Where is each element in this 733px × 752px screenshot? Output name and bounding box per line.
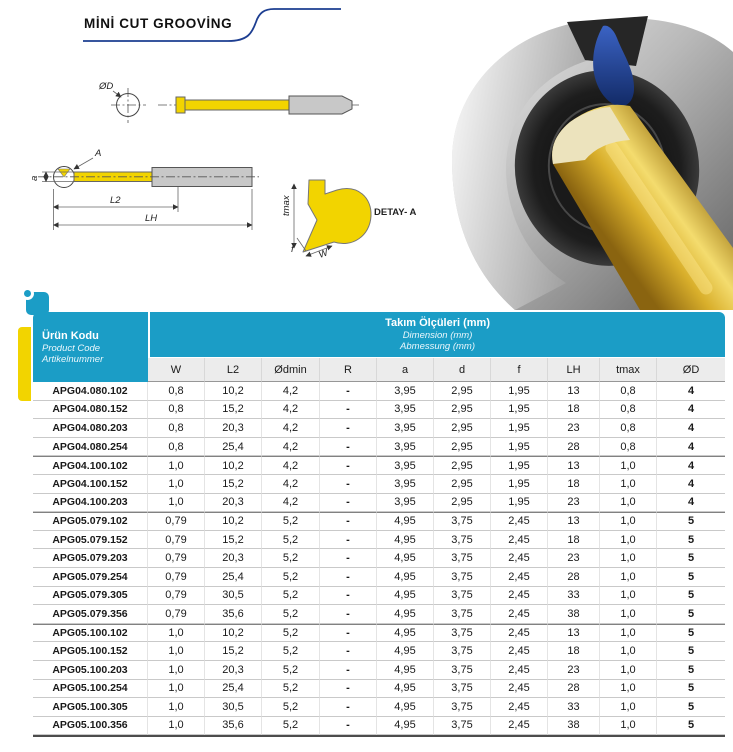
value-cell: 18 [548,531,600,550]
value-cell: 4,2 [262,475,320,494]
l2-label: L2 [110,195,121,206]
value-cell: 4,2 [262,456,320,475]
lh-label: LH [145,213,158,224]
value-cell: 4 [657,438,725,457]
column-header: Ødmin [262,358,320,382]
value-cell: 2,45 [491,642,548,661]
product-code-cell: APG04.080.203 [33,419,148,438]
value-cell: 4,95 [377,680,434,699]
value-cell: 0,8 [148,382,205,401]
yellow-page-tab [18,327,31,401]
product-code-cell: APG05.100.356 [33,717,148,736]
value-cell: - [320,624,377,643]
value-cell: 4,95 [377,624,434,643]
value-cell: 2,95 [434,401,491,420]
value-cell: 5 [657,624,725,643]
value-cell: - [320,531,377,550]
value-cell: 2,95 [434,438,491,457]
value-cell: 18 [548,401,600,420]
value-cell: 10,2 [205,382,262,401]
value-cell: - [320,587,377,606]
value-cell: 5,2 [262,549,320,568]
product-code-cell: APG05.100.152 [33,642,148,661]
product-code-cell: APG05.079.152 [33,531,148,550]
value-cell: 2,45 [491,512,548,531]
product-code-cell: APG05.100.254 [33,680,148,699]
front-side-view-drawing [98,81,360,123]
value-cell: 25,4 [205,438,262,457]
value-cell: 0,79 [148,549,205,568]
value-cell: 2,95 [434,494,491,513]
value-cell: 3,95 [377,494,434,513]
value-cell: 3,95 [377,382,434,401]
column-header: ØD [657,358,725,382]
column-header: R [320,358,377,382]
table-row [33,661,725,680]
value-cell: 0,8 [600,419,657,438]
dimensioned-side-view-drawing [29,148,259,230]
tmax-label: tmax [281,195,292,216]
value-cell: 0,8 [600,438,657,457]
value-cell: 1,0 [600,680,657,699]
value-cell: 3,95 [377,419,434,438]
value-cell: 20,3 [205,419,262,438]
value-cell: 3,75 [434,624,491,643]
value-cell: 1,0 [600,512,657,531]
table-row [33,568,725,587]
value-cell: 5,2 [262,568,320,587]
value-cell: 2,45 [491,568,548,587]
value-cell: 1,0 [148,456,205,475]
product-code-cell: APG05.079.356 [33,605,148,624]
table-row [33,512,725,531]
value-cell: 0,8 [148,438,205,457]
table-row [33,382,725,401]
value-cell: 1,0 [600,717,657,736]
detail-ref-label: A [95,148,102,159]
value-cell: 1,0 [600,475,657,494]
technical-drawings [0,0,733,310]
value-cell: 4 [657,475,725,494]
value-cell: 1,0 [148,642,205,661]
value-cell: - [320,568,377,587]
value-cell: - [320,419,377,438]
value-cell: - [320,680,377,699]
value-cell: 5 [657,587,725,606]
value-cell: 0,8 [600,401,657,420]
value-cell: 15,2 [205,642,262,661]
value-cell: 4,2 [262,438,320,457]
column-header: a [377,358,434,382]
value-cell: 1,0 [600,456,657,475]
value-cell: 4 [657,494,725,513]
value-cell: 3,75 [434,512,491,531]
value-cell: 2,45 [491,698,548,717]
od-label: ØD [99,81,114,92]
value-cell: 33 [548,698,600,717]
value-cell: 3,75 [434,587,491,606]
table-row [33,698,725,717]
product-code-header-de: Artikelnummer [42,353,104,365]
value-cell: 0,8 [148,401,205,420]
value-cell: 1,0 [148,698,205,717]
value-cell: 0,79 [148,512,205,531]
value-cell: 1,95 [491,382,548,401]
value-cell: 0,8 [600,382,657,401]
table-row [33,624,725,643]
value-cell: 13 [548,624,600,643]
dimensions-header-tr: Takım Ölçüleri (mm) [385,317,490,329]
value-cell: 2,45 [491,587,548,606]
value-cell: 23 [548,419,600,438]
value-cell: 15,2 [205,475,262,494]
value-cell: 1,0 [600,568,657,587]
value-cell: 4 [657,401,725,420]
value-cell: - [320,438,377,457]
value-cell: 23 [548,549,600,568]
table-row [33,438,725,457]
value-cell: - [320,401,377,420]
value-cell: 4,95 [377,698,434,717]
table-row [33,642,725,661]
value-cell: 5 [657,698,725,717]
value-cell: 4,2 [262,401,320,420]
dimensions-header-de: Abmessung (mm) [400,341,476,352]
value-cell: 20,3 [205,494,262,513]
value-cell: 28 [548,438,600,457]
product-code-cell: APG04.100.203 [33,494,148,513]
value-cell: 5 [657,549,725,568]
value-cell: 25,4 [205,680,262,699]
value-cell: 20,3 [205,549,262,568]
value-cell: - [320,382,377,401]
value-cell: 3,95 [377,438,434,457]
value-cell: 13 [548,512,600,531]
column-header: LH [548,358,600,382]
value-cell: 3,75 [434,661,491,680]
value-cell: 1,0 [148,717,205,736]
value-cell: 38 [548,605,600,624]
value-cell: 4,95 [377,531,434,550]
value-cell: 23 [548,661,600,680]
dimensions-header [148,312,725,358]
value-cell: 13 [548,456,600,475]
value-cell: 3,75 [434,698,491,717]
value-cell: 5,2 [262,680,320,699]
value-cell: 15,2 [205,401,262,420]
value-cell: 3,75 [434,549,491,568]
value-cell: 4,2 [262,419,320,438]
value-cell: 1,0 [148,680,205,699]
value-cell: 2,45 [491,680,548,699]
product-code-header-en: Product Code [42,342,101,354]
value-cell: 4,2 [262,382,320,401]
value-cell: 4,95 [377,512,434,531]
value-cell: 10,2 [205,456,262,475]
value-cell: 15,2 [205,531,262,550]
value-cell: 5,2 [262,717,320,736]
value-cell: 1,0 [600,661,657,680]
w-label: W [317,247,330,261]
value-cell: 28 [548,568,600,587]
table-row [33,401,725,420]
value-cell: 4,95 [377,661,434,680]
value-cell: 2,45 [491,549,548,568]
value-cell: 35,6 [205,717,262,736]
value-cell: 5 [657,642,725,661]
product-code-cell: APG04.080.254 [33,438,148,457]
value-cell: 1,0 [148,494,205,513]
value-cell: - [320,698,377,717]
value-cell: 4,95 [377,549,434,568]
table-row [33,475,725,494]
value-cell: 0,79 [148,531,205,550]
value-cell: 1,0 [600,698,657,717]
value-cell: 3,95 [377,456,434,475]
value-cell: - [320,456,377,475]
value-cell: 5 [657,680,725,699]
value-cell: 2,95 [434,475,491,494]
value-cell: 5 [657,661,725,680]
value-cell: 3,75 [434,531,491,550]
value-cell: 30,5 [205,698,262,717]
value-cell: 5 [657,605,725,624]
value-cell: 5,2 [262,661,320,680]
value-cell: 1,95 [491,419,548,438]
value-cell: - [320,494,377,513]
value-cell: 2,45 [491,624,548,643]
value-cell: 3,75 [434,680,491,699]
value-cell: - [320,605,377,624]
column-header: L2 [205,358,262,382]
table-row [33,605,725,624]
value-cell: 5,2 [262,512,320,531]
value-cell: 10,2 [205,512,262,531]
value-cell: 1,0 [600,494,657,513]
product-table [33,312,725,737]
value-cell: 4,95 [377,568,434,587]
f-label: f [291,244,294,255]
value-cell: 2,95 [434,382,491,401]
value-cell: 5 [657,717,725,736]
product-code-cell: APG05.079.305 [33,587,148,606]
dimensions-header-en: Dimension (mm) [402,330,473,341]
value-cell: 4 [657,419,725,438]
product-code-cell: APG04.100.152 [33,475,148,494]
value-cell: 2,45 [491,717,548,736]
table-row [33,419,725,438]
value-cell: 38 [548,717,600,736]
value-cell: 18 [548,642,600,661]
value-cell: 3,75 [434,717,491,736]
table-group-header-row [33,312,725,358]
value-cell: 5,2 [262,698,320,717]
table-row [33,494,725,513]
value-cell: 1,95 [491,475,548,494]
value-cell: 4,2 [262,494,320,513]
column-header: d [434,358,491,382]
page-title: MİNİ CUT GROOVİNG [84,16,233,31]
table-row [33,587,725,606]
product-code-cell: APG04.100.102 [33,456,148,475]
tool-3d-render [452,16,733,310]
value-cell: 4 [657,382,725,401]
title-decorative-line [83,9,341,41]
value-cell: 1,95 [491,456,548,475]
product-code-cell: APG05.100.203 [33,661,148,680]
value-cell: 1,95 [491,401,548,420]
value-cell: 5 [657,568,725,587]
value-cell: 1,95 [491,438,548,457]
value-cell: 1,95 [491,494,548,513]
product-code-header [33,312,148,382]
value-cell: 20,3 [205,661,262,680]
value-cell: 1,0 [600,642,657,661]
value-cell: 1,0 [600,624,657,643]
value-cell: 4 [657,456,725,475]
value-cell: 5,2 [262,624,320,643]
value-cell: 2,45 [491,605,548,624]
value-cell: - [320,475,377,494]
detail-title: DETAY- A [374,207,417,218]
table-row [33,456,725,475]
product-code-cell: APG04.080.152 [33,401,148,420]
table-row [33,549,725,568]
value-cell: 0,79 [148,568,205,587]
value-cell: 3,75 [434,605,491,624]
product-code-cell: APG05.079.102 [33,512,148,531]
product-code-cell: APG05.079.254 [33,568,148,587]
table-body [33,382,725,735]
product-code-header-tr: Ürün Kodu [42,329,99,342]
column-header: tmax [600,358,657,382]
value-cell: 13 [548,382,600,401]
value-cell: 1,0 [148,661,205,680]
value-cell: 3,75 [434,642,491,661]
value-cell: 0,79 [148,587,205,606]
product-code-cell: APG05.079.203 [33,549,148,568]
insert-icon-ring [21,287,34,300]
value-cell: - [320,717,377,736]
value-cell: 2,45 [491,661,548,680]
value-cell: 2,95 [434,456,491,475]
table-row [33,717,725,736]
value-cell: 1,0 [600,587,657,606]
value-cell: 23 [548,494,600,513]
value-cell: 28 [548,680,600,699]
value-cell: 1,0 [600,549,657,568]
a-dim-label: a [29,175,40,181]
value-cell: 5,2 [262,605,320,624]
value-cell: 5,2 [262,531,320,550]
value-cell: - [320,661,377,680]
detail-view-drawing [281,180,417,261]
product-code-cell: APG04.080.102 [33,382,148,401]
value-cell: 4,95 [377,587,434,606]
value-cell: 5 [657,512,725,531]
product-code-cell: APG05.100.305 [33,698,148,717]
column-header: W [148,358,205,382]
value-cell: 2,95 [434,419,491,438]
value-cell: 3,95 [377,401,434,420]
value-cell: 10,2 [205,624,262,643]
value-cell: 33 [548,587,600,606]
table-row [33,531,725,550]
value-cell: 2,45 [491,531,548,550]
value-cell: 3,95 [377,475,434,494]
value-cell: 1,0 [600,605,657,624]
value-cell: 5,2 [262,642,320,661]
value-cell: - [320,642,377,661]
value-cell: - [320,512,377,531]
value-cell: 1,0 [148,624,205,643]
value-cell: 4,95 [377,605,434,624]
insert-icon [26,292,49,315]
value-cell: - [320,549,377,568]
value-cell: 4,95 [377,717,434,736]
value-cell: 1,0 [600,531,657,550]
column-header: f [491,358,548,382]
value-cell: 18 [548,475,600,494]
value-cell: 5,2 [262,587,320,606]
value-cell: 0,8 [148,419,205,438]
value-cell: 0,79 [148,605,205,624]
value-cell: 30,5 [205,587,262,606]
product-code-cell: APG05.100.102 [33,624,148,643]
value-cell: 25,4 [205,568,262,587]
table-row [33,680,725,699]
value-cell: 35,6 [205,605,262,624]
value-cell: 5 [657,531,725,550]
value-cell: 3,75 [434,568,491,587]
value-cell: 1,0 [148,475,205,494]
value-cell: 4,95 [377,642,434,661]
